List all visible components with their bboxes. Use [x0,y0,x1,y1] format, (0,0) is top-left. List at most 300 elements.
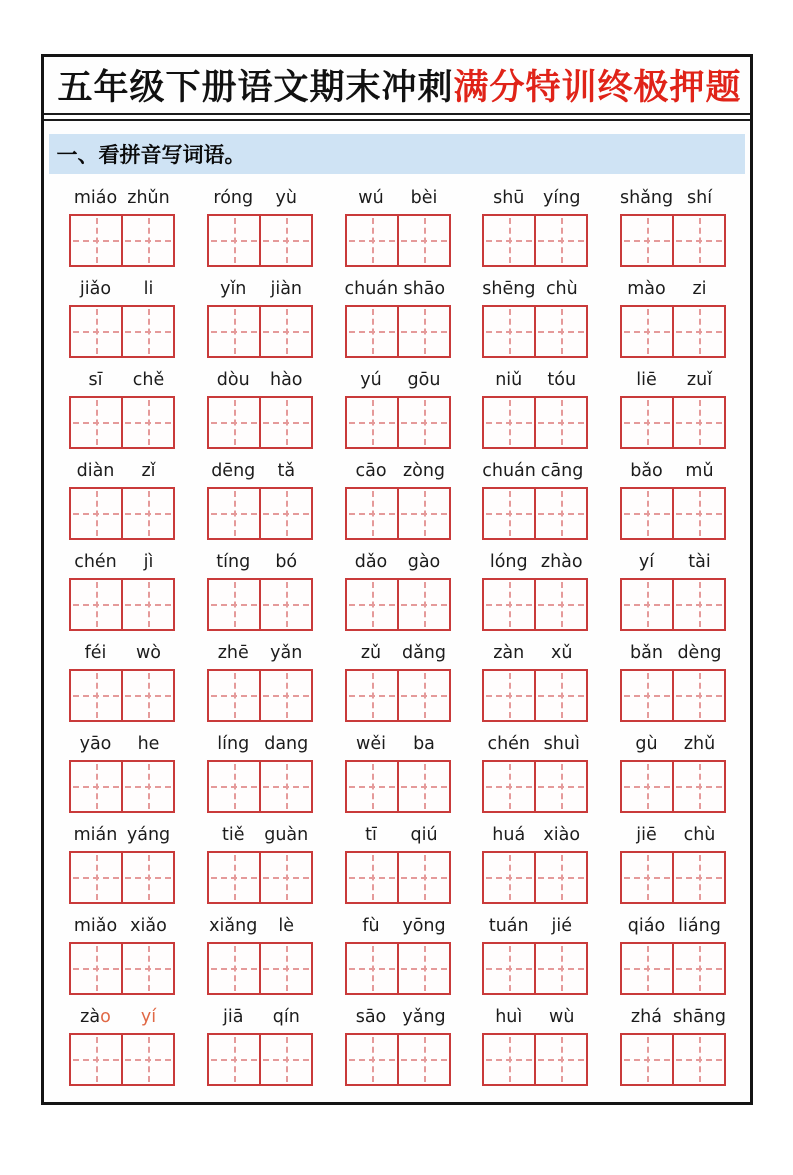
writing-box[interactable] [347,216,397,265]
pinyin-syllable: miáo [73,187,118,208]
pinyin-syllable-highlight: o [100,1006,111,1027]
pinyin-label [207,732,313,757]
word-item [193,1005,326,1086]
pinyin-label [620,1005,726,1030]
writing-box[interactable] [259,398,311,447]
writing-box[interactable] [259,853,311,902]
writing-box-pair[interactable] [207,487,313,540]
pinyin-syllable: huá [492,824,526,845]
pinyin-syllable: chù [683,824,716,845]
pinyin-syllable: qiú [410,824,438,845]
writing-box-pair[interactable] [482,669,588,722]
writing-box[interactable] [71,1035,121,1084]
word-item [56,641,189,722]
pinyin-label [69,641,175,666]
writing-box[interactable] [672,1035,724,1084]
writing-box[interactable] [121,762,173,811]
writing-box[interactable] [534,580,586,629]
pinyin-syllable: tóu [547,369,577,390]
writing-box[interactable] [484,853,534,902]
word-item [56,823,189,904]
pinyin-syllable: dang [264,733,309,754]
writing-box-pair[interactable] [69,214,175,267]
pinyin-syllable: zi [692,278,707,299]
pinyin-syllable: dòu [216,369,250,390]
pinyin-syllable: zhào [540,551,583,572]
writing-box[interactable] [484,671,534,720]
writing-box[interactable] [484,944,534,993]
word-item [607,277,740,358]
writing-box-pair[interactable] [207,1033,313,1086]
pinyin-syllable: shū [493,187,525,208]
pinyin-syllable: jiǎo [79,278,112,299]
writing-box[interactable] [121,307,173,356]
page-title [44,57,750,113]
pinyin-label [482,1005,588,1030]
writing-box-pair[interactable] [620,214,726,267]
writing-box[interactable] [259,1035,311,1084]
pinyin-syllable: diàn [76,460,115,481]
writing-box[interactable] [121,944,173,993]
pinyin-syllable: yíng [543,187,581,208]
writing-box[interactable] [121,580,173,629]
pinyin-label [207,641,313,666]
word-item [331,1005,464,1086]
writing-box[interactable] [71,853,121,902]
pinyin-grid-row [56,459,740,540]
writing-box-pair[interactable] [482,214,588,267]
pinyin-label [207,914,313,939]
writing-box[interactable] [259,762,311,811]
word-item [56,368,189,449]
word-item [331,550,464,631]
pinyin-label [69,459,175,484]
writing-box[interactable] [397,398,449,447]
writing-box[interactable] [672,944,724,993]
writing-box[interactable] [622,489,672,538]
writing-box[interactable] [622,853,672,902]
writing-box[interactable] [347,580,397,629]
pinyin-label [345,914,451,939]
word-item [56,277,189,358]
pinyin-syllable: lóng [489,551,528,572]
writing-box[interactable] [672,671,724,720]
writing-box[interactable] [71,216,121,265]
writing-box[interactable] [347,489,397,538]
writing-box-pair[interactable] [207,942,313,995]
word-item [607,914,740,995]
writing-box[interactable] [672,216,724,265]
title-black-part: 五年级下册语文期末冲刺 [57,68,454,107]
word-item [331,368,464,449]
pinyin-label [482,186,588,211]
writing-box[interactable] [622,307,672,356]
pinyin-label [620,277,726,302]
writing-box[interactable] [209,853,259,902]
pinyin-syllable: shāo [403,278,446,299]
writing-box-pair[interactable] [345,851,451,904]
writing-box[interactable] [259,216,311,265]
pinyin-syllable: dèng [677,642,722,663]
writing-box[interactable] [209,580,259,629]
title-red-part: 满分特训终极押题 [453,68,742,107]
writing-box[interactable] [71,398,121,447]
writing-box-pair[interactable] [69,851,175,904]
pinyin-syllable: li [143,278,154,299]
writing-box-pair[interactable] [69,760,175,813]
pinyin-syllable: zhá [630,1006,662,1027]
writing-box[interactable] [347,307,397,356]
pinyin-syllable: mián [73,824,118,845]
pinyin-label [345,186,451,211]
word-item [469,641,602,722]
writing-box[interactable] [397,671,449,720]
pinyin-label [345,368,451,393]
writing-box[interactable] [534,671,586,720]
word-item [193,732,326,813]
word-item [56,186,189,267]
writing-box[interactable] [672,762,724,811]
pinyin-syllable: dǎo [354,551,388,572]
writing-box[interactable] [397,307,449,356]
section-heading-label: 一、看拼音写词语。 [56,142,246,167]
writing-box-pair[interactable] [207,396,313,449]
writing-box[interactable] [534,762,586,811]
writing-box-pair[interactable] [207,214,313,267]
writing-box-pair[interactable] [620,851,726,904]
writing-box[interactable] [347,398,397,447]
writing-box-pair[interactable] [482,851,588,904]
word-item [607,732,740,813]
word-item [56,459,189,540]
writing-box[interactable] [397,853,449,902]
pinyin-label [69,550,175,575]
pinyin-label [620,459,726,484]
pinyin-syllable: hào [269,369,303,390]
pinyin-syllable: féi [84,642,107,663]
writing-box[interactable] [484,398,534,447]
writing-box[interactable] [209,1035,259,1084]
writing-box[interactable] [397,580,449,629]
writing-box-pair[interactable] [345,942,451,995]
pinyin-label [620,641,726,666]
writing-box-pair[interactable] [69,396,175,449]
pinyin-syllable: gào [407,551,441,572]
pinyin-syllable: yōng [402,915,446,936]
writing-box[interactable] [397,489,449,538]
pinyin-syllable: wěi [356,733,386,754]
writing-box-pair[interactable] [345,578,451,631]
writing-box-pair[interactable] [620,760,726,813]
title-double-underline [44,113,750,121]
writing-box-pair[interactable] [69,1033,175,1086]
pinyin-syllable: yǐn [220,278,247,299]
writing-box[interactable] [121,398,173,447]
writing-box[interactable] [121,216,173,265]
pinyin-label [482,459,588,484]
worksheet-page-frame [41,54,753,1105]
word-item [469,277,602,358]
pinyin-syllable: sī [88,369,103,390]
writing-box-pair[interactable] [345,214,451,267]
writing-box[interactable] [534,1035,586,1084]
writing-box[interactable] [534,398,586,447]
pinyin-syllable: mào [627,278,666,299]
writing-box[interactable] [484,216,534,265]
pinyin-syllable: zhǔn [127,187,170,208]
word-item [193,823,326,904]
pinyin-syllable: bǎn [630,642,663,663]
pinyin-label [345,732,451,757]
pinyin-syllable: zòng [402,460,446,481]
pinyin-syllable: shuì [543,733,580,754]
word-item [331,823,464,904]
pinyin-label [207,277,313,302]
writing-box[interactable] [534,489,586,538]
writing-box[interactable] [121,671,173,720]
word-item [193,459,326,540]
writing-box[interactable] [71,307,121,356]
writing-box[interactable] [71,489,121,538]
writing-box[interactable] [209,216,259,265]
writing-box-pair[interactable] [345,396,451,449]
writing-box[interactable] [397,944,449,993]
pinyin-syllable: bèi [410,187,438,208]
writing-box[interactable] [209,671,259,720]
writing-box[interactable] [484,1035,534,1084]
writing-box-pair[interactable] [345,487,451,540]
pinyin-label [620,732,726,757]
writing-box[interactable] [534,944,586,993]
pinyin-syllable: dēng [211,460,256,481]
pinyin-syllable: cāo [355,460,387,481]
writing-box[interactable] [622,398,672,447]
pinyin-syllable: tiě [222,824,245,845]
writing-box-pair[interactable] [620,396,726,449]
pinyin-word-grid [44,184,750,1102]
writing-box[interactable] [622,944,672,993]
word-item [193,277,326,358]
pinyin-syllable: liē [636,369,657,390]
word-item [469,550,602,631]
word-item [193,641,326,722]
writing-box[interactable] [622,671,672,720]
writing-box[interactable] [209,307,259,356]
word-item [331,641,464,722]
writing-box[interactable] [672,307,724,356]
writing-box-pair[interactable] [69,578,175,631]
writing-box-pair[interactable] [207,578,313,631]
writing-box[interactable] [484,762,534,811]
writing-box[interactable] [347,671,397,720]
writing-box[interactable] [209,489,259,538]
pinyin-syllable: ba [413,733,435,754]
pinyin-label [482,368,588,393]
writing-box[interactable] [622,1035,672,1084]
writing-box[interactable] [622,580,672,629]
pinyin-grid-row [56,368,740,449]
writing-box-pair[interactable] [620,942,726,995]
writing-box[interactable] [71,762,121,811]
writing-box-pair[interactable] [207,669,313,722]
writing-box-pair[interactable] [69,305,175,358]
writing-box[interactable] [259,307,311,356]
writing-box-pair[interactable] [620,305,726,358]
writing-box[interactable] [209,762,259,811]
writing-box[interactable] [672,398,724,447]
pinyin-syllable: wú [358,187,384,208]
pinyin-syllable: yāo [79,733,112,754]
pinyin-syllable: chuán [482,460,536,481]
pinyin-syllable: chuán [344,278,399,299]
writing-box[interactable] [397,762,449,811]
pinyin-label [345,277,451,302]
writing-box[interactable] [397,1035,449,1084]
writing-box-pair[interactable] [482,942,588,995]
pinyin-syllable: yù [275,187,297,208]
writing-box-pair[interactable] [482,396,588,449]
writing-box[interactable] [484,307,534,356]
writing-box[interactable] [622,216,672,265]
writing-box-pair[interactable] [69,487,175,540]
pinyin-syllable: gù [635,733,658,754]
writing-box[interactable] [259,671,311,720]
pinyin-syllable: chén [487,733,531,754]
writing-box[interactable] [259,489,311,538]
writing-box[interactable] [71,671,121,720]
word-item [56,732,189,813]
writing-box[interactable] [397,216,449,265]
writing-box[interactable] [71,580,121,629]
pinyin-syllable: tǎ [277,460,296,481]
writing-box-pair[interactable] [620,669,726,722]
writing-box-pair[interactable] [207,760,313,813]
writing-box-pair[interactable] [482,1033,588,1086]
writing-box-pair[interactable] [482,487,588,540]
writing-box-pair[interactable] [345,305,451,358]
writing-box-pair[interactable] [69,942,175,995]
pinyin-syllable: bǎo [630,460,663,481]
writing-box[interactable] [534,307,586,356]
pinyin-syllable: yǎng [402,1006,446,1027]
writing-box[interactable] [121,489,173,538]
pinyin-label [345,1005,451,1030]
writing-box[interactable] [71,944,121,993]
word-item [607,186,740,267]
word-item [607,550,740,631]
pinyin-label [207,368,313,393]
word-item [607,1005,740,1086]
word-item [56,550,189,631]
pinyin-syllable: zuǐ [686,369,713,390]
word-item [469,823,602,904]
writing-box-pair[interactable] [482,305,588,358]
pinyin-syllable: wù [549,1006,575,1027]
writing-box-pair[interactable] [345,760,451,813]
writing-box[interactable] [484,489,534,538]
pinyin-label [620,368,726,393]
word-item [469,1005,602,1086]
writing-box-pair[interactable] [345,1033,451,1086]
pinyin-syllable: tíng [216,551,251,572]
pinyin-label [207,186,313,211]
pinyin-label [345,823,451,848]
writing-box[interactable] [121,1035,173,1084]
pinyin-syllable: yí [638,551,655,572]
pinyin-label [207,550,313,575]
writing-box[interactable] [121,853,173,902]
writing-box[interactable] [209,944,259,993]
pinyin-label [207,823,313,848]
writing-box[interactable] [622,762,672,811]
pinyin-syllable: xǔ [551,642,573,663]
writing-box[interactable] [534,853,586,902]
writing-box[interactable] [672,853,724,902]
word-item [331,459,464,540]
writing-box[interactable] [347,1035,397,1084]
word-item [193,186,326,267]
writing-box[interactable] [672,580,724,629]
pinyin-syllable: yú [360,369,382,390]
writing-box[interactable] [672,489,724,538]
pinyin-grid-row [56,914,740,995]
pinyin-syllable: xiào [543,824,581,845]
word-item [331,277,464,358]
writing-box-pair[interactable] [620,1033,726,1086]
writing-box[interactable] [259,944,311,993]
pinyin-label [69,732,175,757]
writing-box-pair[interactable] [482,760,588,813]
writing-box-pair[interactable] [620,578,726,631]
pinyin-syllable: shāng [672,1006,726,1027]
writing-box-pair[interactable] [69,669,175,722]
pinyin-syllable: shí [687,187,713,208]
writing-box-pair[interactable] [345,669,451,722]
pinyin-syllable: cāng [540,460,584,481]
word-item [469,459,602,540]
pinyin-syllable: shǎng [620,187,674,208]
pinyin-syllable: tī [365,824,377,845]
writing-box-pair[interactable] [620,487,726,540]
pinyin-syllable: tài [688,551,711,572]
word-item [56,1005,189,1086]
writing-box[interactable] [347,853,397,902]
writing-box-pair[interactable] [482,578,588,631]
pinyin-grid-row [56,1005,740,1086]
writing-box[interactable] [209,398,259,447]
pinyin-label [69,277,175,302]
writing-box-pair[interactable] [207,305,313,358]
word-item [607,459,740,540]
writing-box[interactable] [534,216,586,265]
pinyin-label [69,1005,175,1030]
pinyin-label [207,1005,313,1030]
word-item [607,823,740,904]
writing-box[interactable] [347,762,397,811]
writing-box[interactable] [484,580,534,629]
pinyin-label [69,914,175,939]
pinyin-label [620,550,726,575]
writing-box[interactable] [259,580,311,629]
pinyin-grid-row [56,186,740,267]
pinyin-syllable: huì [495,1006,523,1027]
writing-box[interactable] [347,944,397,993]
writing-box-pair[interactable] [207,851,313,904]
pinyin-label [620,823,726,848]
section-heading-bar [49,134,745,174]
pinyin-syllable: sāo [355,1006,387,1027]
word-item [331,732,464,813]
